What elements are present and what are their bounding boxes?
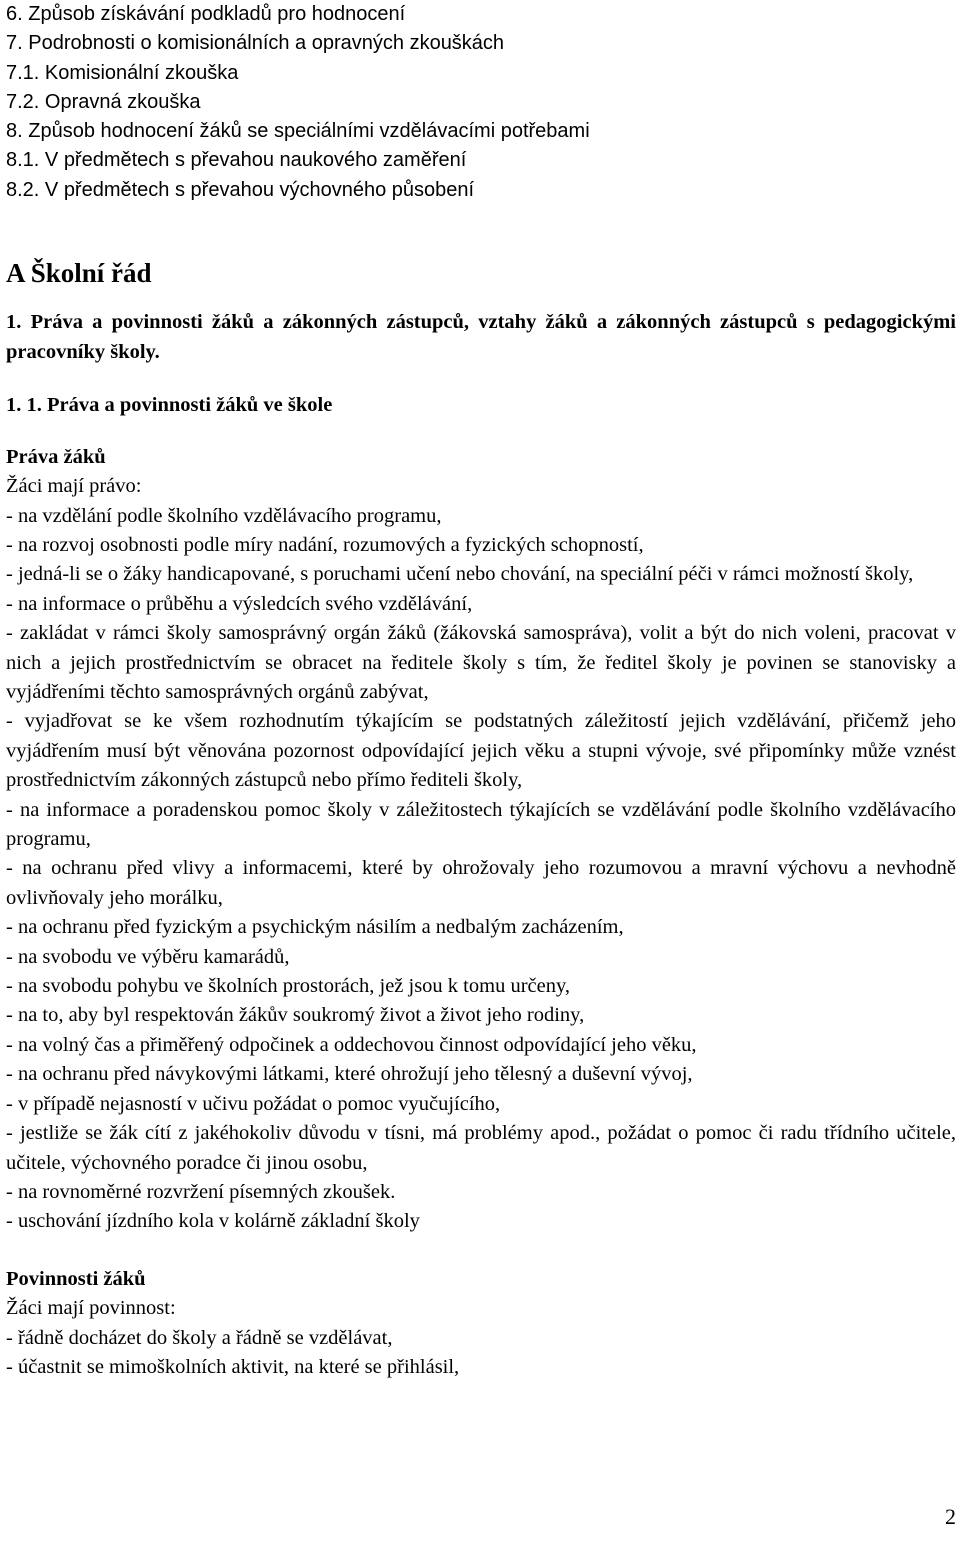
list-item: - řádně docházet do školy a řádně se vzdělávat, <box>6 1326 393 1349</box>
page-number: 2 <box>945 1504 956 1529</box>
list-item: - na informace o průběhu a výsledcích svého vzdělávání, <box>6 592 473 615</box>
list-item: - na rovnoměrné rozvržení písemných zkoušek. <box>6 1180 396 1203</box>
list-item: - na ochranu před fyzickým a psychickým násilím a nedbalým zacházením, <box>6 916 624 939</box>
toc-item: 6. Způsob získávání podkladů pro hodnocení <box>6 3 406 25</box>
duties-heading: Povinnosti žáků <box>6 1267 146 1290</box>
list-item: - uschování jízdního kola v kolárně základní školy <box>6 1210 420 1233</box>
list-item: - jedná-li se o žáky handicapované, s poruchami učení nebo chování, na speciální péči v rámci možností školy, <box>6 563 914 586</box>
section-heading-1: 1. Práva a povinnosti žáků a zákonných zástupců, vztahy žáků a zákonných zástupců s pedagogickými pracovníky školy. <box>6 311 956 363</box>
list-item: - na rozvoj osobnosti podle míry nadání, rozumových a fyzických schopností, <box>6 533 644 556</box>
list-item: - na informace a poradenskou pomoc školy v záležitostech týkajících se vzdělávání podle školního vzdělávacího programu, <box>6 798 956 851</box>
list-item: - zakládat v rámci školy samosprávný orgán žáků (žákovská samospráva), volit a být do nich voleni, pracovat v nich a jejich prostřednictvím se obracet na ředitele školy s tím, že ředitel školy je povinen se stanovisky a vyjádřeními těchto samosprávných orgánů zabývat, <box>6 622 956 704</box>
document-title: A Školní řád <box>6 258 152 289</box>
list-item: - na svobodu ve výběru kamarádů, <box>6 945 290 968</box>
document-page <box>6 0 956 1383</box>
list-item: - na ochranu před návykovými látkami, které ohrožují jeho tělesný a duševní vývoj, <box>6 1063 693 1086</box>
toc-item: 7.2. Opravná zkouška <box>6 90 201 113</box>
table-of-contents <box>6 0 956 205</box>
toc-item: 8.1. V předmětech s převahou naukového zaměření <box>6 149 467 172</box>
toc-item: 8.2. V předmětech s převahou výchovného působení <box>6 178 475 201</box>
toc-item: 8. Způsob hodnocení žáků se speciálními vzdělávacími potřebami <box>6 120 590 143</box>
duties-list <box>6 1324 956 1383</box>
rights-intro: Žáci mají právo: <box>6 475 142 498</box>
toc-item: 7.1. Komisionální zkouška <box>6 61 239 84</box>
rights-list <box>6 502 956 1237</box>
list-item: - účastnit se mimoškolních aktivit, na které se přihlásil, <box>6 1356 460 1379</box>
section-heading-1-1: 1. 1. Práva a povinnosti žáků ve škole <box>6 394 333 417</box>
rights-heading: Práva žáků <box>6 445 106 468</box>
toc-item: 7. Podrobnosti o komisionálních a opravných zkouškách <box>6 32 505 55</box>
list-item: - na to, aby byl respektován žákův soukromý život a život jeho rodiny, <box>6 1004 585 1027</box>
list-item: - na svobodu pohybu ve školních prostorách, jež jsou k tomu určeny, <box>6 975 571 998</box>
list-item: - jestliže se žák cítí z jakéhokoliv důvodu v tísni, má problémy apod., požádat o pomoc či radu třídního učitele, učitele, výchovného poradce či jinou osobu, <box>6 1122 956 1174</box>
list-item: - vyjadřovat se ke všem rozhodnutím týkajícím se podstatných záležitostí jejich vzdělávání, přičemž jeho vyjádřením musí být věnována pozornost odpovídající jejich věku a stupni vývoje, své připomínky může vznést prostřednictvím zákonných zástupců nebo přímo řediteli školy, <box>6 710 956 792</box>
list-item: - v případě nejasností v učivu požádat o pomoc vyučujícího, <box>6 1092 501 1115</box>
duties-intro: Žáci mají povinnost: <box>6 1297 176 1320</box>
list-item: - na ochranu před vlivy a informacemi, které by ohrožovaly jeho rozumovou a mravní výchovu a nevhodně ovlivňovaly jeho morálku, <box>6 857 956 909</box>
list-item: - na vzdělání podle školního vzdělávacího programu, <box>6 504 442 527</box>
list-item: - na volný čas a přiměřený odpočinek a oddechovou činnost odpovídající jeho věku, <box>6 1033 697 1056</box>
